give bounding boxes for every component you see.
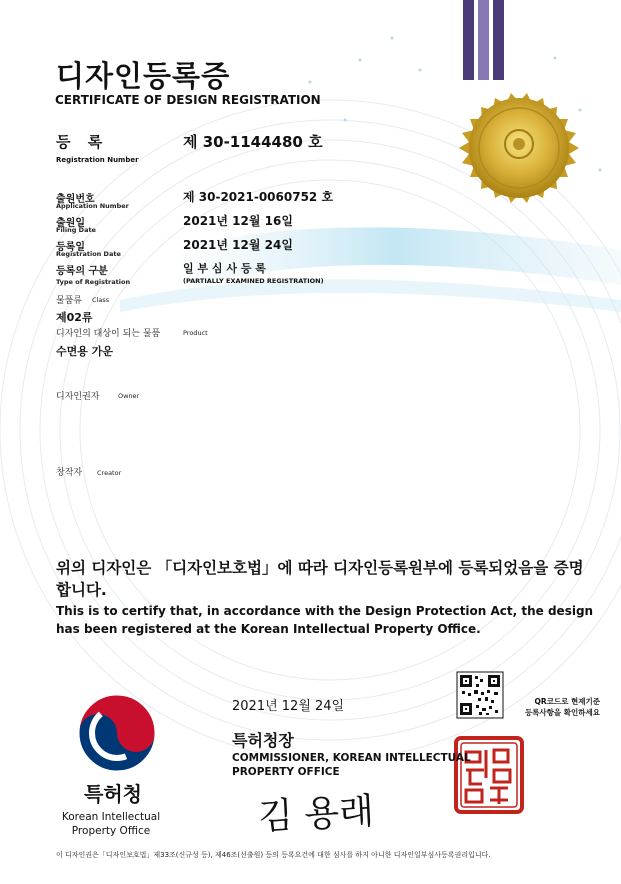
- registration-type-korean: 일 부 심 사 등 록: [183, 262, 266, 275]
- qr-instruction-line1: QR코드로 현재기준: [534, 697, 600, 706]
- office-title-korean: 특허청장: [232, 731, 294, 750]
- product-label-korean: 디자인의 대상이 되는 물품: [56, 329, 161, 339]
- title-english: CERTIFICATE OF DESIGN REGISTRATION: [55, 93, 321, 107]
- kipo-logo-english: Korean Intellectual Property Office: [61, 811, 161, 837]
- class-label-korean: 물품류: [56, 296, 83, 306]
- application-label-korean: 출원번호: [56, 194, 95, 205]
- application-number: 제 30-2021-0060752 호: [183, 190, 334, 204]
- declaration-english: This is to certify that, in accordance with the Design Protection Act, the design has been registered at the Korean Intellectual Property Office.: [56, 604, 594, 636]
- kipo-logo-korean: 특허청: [84, 782, 142, 806]
- creator-label-korean: 창작자: [56, 468, 83, 478]
- filing-date: 2021년 12월 16일: [183, 214, 293, 228]
- registration-label-korean: 등 록: [56, 133, 109, 151]
- registration-type-english: (PARTIALLY EXAMINED REGISTRATION): [183, 277, 324, 285]
- qr-instruction: [510, 696, 600, 718]
- registration-type-label-english: Type of Registration: [56, 278, 131, 286]
- footnote: 이 디자인권은「디자인보호법」제33조(신규성 등), 제46조(선출원) 등의 등록요건에 대한 심사를 하지 아니한 디자인일부심사등록권리입니다.: [56, 851, 491, 859]
- class-label-english: Class: [92, 296, 110, 304]
- gold-seal-icon: [459, 93, 579, 203]
- qr-code: [457, 672, 503, 718]
- product-label-english: Product: [183, 329, 208, 337]
- owner-label-korean: 디자인권자: [56, 392, 100, 402]
- registration-label-english: Registration Number: [56, 156, 139, 164]
- ribbon-middle: [478, 0, 489, 80]
- issue-date: 2021년 12월 24일: [232, 699, 345, 714]
- commissioner-title-english: COMMISSIONER, KOREAN INTELLECTUAL PROPERTY OFFICE: [232, 752, 471, 778]
- registration-type-label-korean: 등록의 구분: [56, 266, 108, 277]
- application-label-english: Application Number: [56, 202, 129, 210]
- registration-date-label-korean: 등록일: [56, 242, 85, 253]
- creator-label-english: Creator: [97, 469, 122, 477]
- ribbon-right: [493, 0, 504, 80]
- product-value: 수면용 가운: [56, 345, 113, 358]
- class-value: 제02류: [56, 311, 93, 324]
- registration-date-label-english: Registration Date: [56, 250, 121, 258]
- kipo-logo-icon: [79, 695, 155, 771]
- commissioner-signature: 김 용래: [257, 790, 375, 838]
- registration-date: 2021년 12월 24일: [183, 238, 293, 252]
- registration-number: 제 30-1144480 호: [183, 133, 323, 151]
- qr-instruction-line2: 등록사항을 확인하세요: [524, 708, 600, 717]
- filing-date-label-korean: 출원일: [56, 218, 85, 229]
- owner-label-english: Owner: [118, 392, 140, 400]
- title-korean: 디자인등록증: [56, 59, 231, 93]
- declaration-korean: 위의 디자인은 「디자인보호법」에 따라 디자인등록원부에 등록되었음을 증명합니다.: [56, 559, 584, 599]
- filing-date-label-english: Filing Date: [56, 226, 96, 234]
- ribbon-left: [463, 0, 474, 80]
